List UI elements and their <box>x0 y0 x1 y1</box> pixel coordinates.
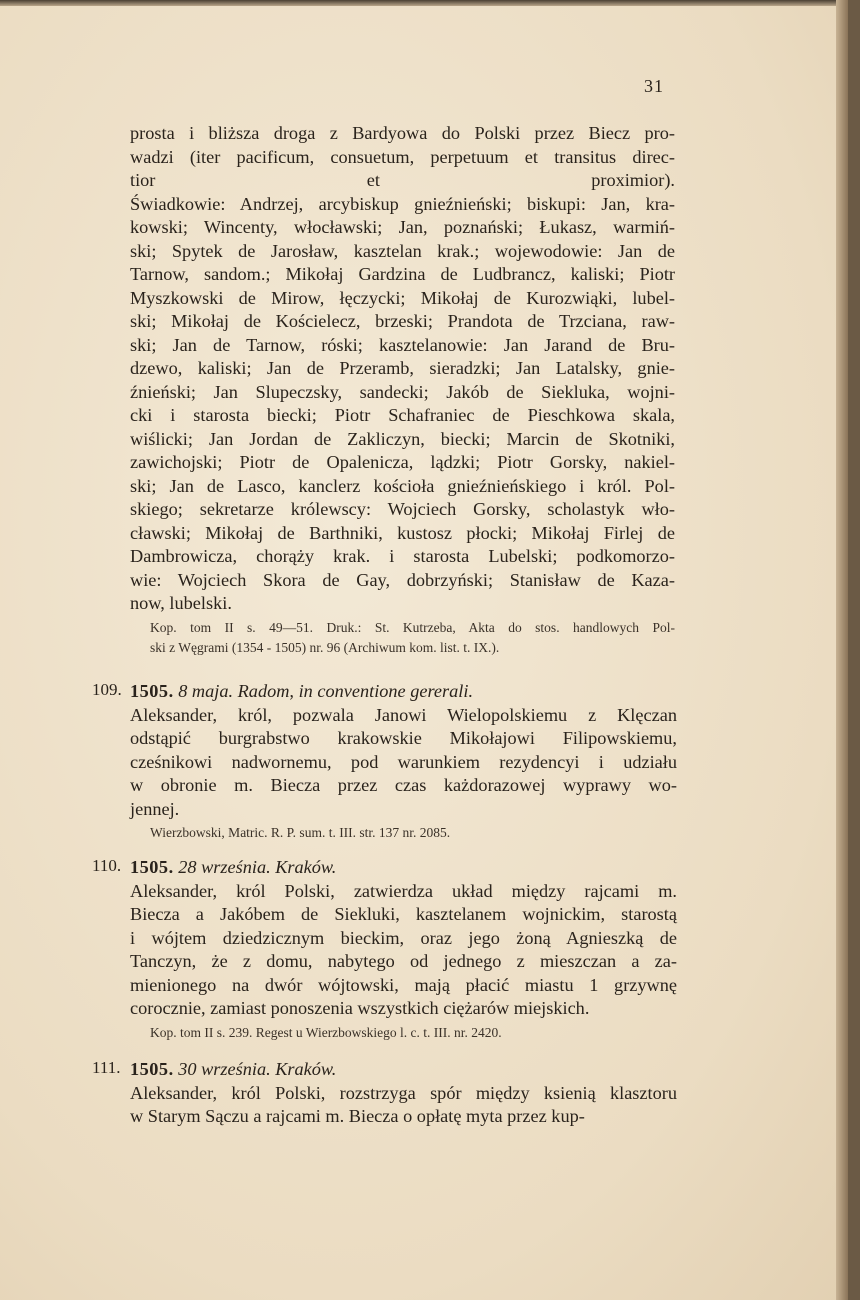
text-line: now, lubelski. <box>130 593 232 613</box>
text-line: jennej. <box>130 798 180 819</box>
text-line: tior et proximior). <box>130 170 675 190</box>
text-line: ski; Jan de Tarnow, róski; kasztelanowie: Jan Jarand de Bru- <box>130 334 675 355</box>
text-line: corocznie, zamiast ponoszenia wszystkich ciężarów miejskich. <box>130 998 590 1018</box>
entry-citation <box>150 1023 670 1043</box>
text-line: cześnikowi nadwornemu, pod warunkiem rezydencyi i udziału <box>130 751 677 772</box>
entry-number: 110. <box>92 856 122 875</box>
citation-line: Wierzbowski, Matric. R. P. sum. t. III. str. 137 nr. 2085. <box>150 825 451 840</box>
text-line: dzewo, kaliski; Jan de Przeramb, sieradzki; Jan Latalsky, gnie- <box>130 358 675 378</box>
text-line: Aleksander, król Polski, zatwierdza układ między rajcami m. <box>130 880 677 901</box>
entry-number: 109. <box>92 680 122 699</box>
entry-year: 1505. <box>130 681 174 701</box>
document-entry-110 <box>92 856 677 1043</box>
citation-line: Kop. tom II s. 239. Regest u Wierzbowskiego l. c. t. III. nr. 2420. <box>150 1024 502 1040</box>
entry-body <box>130 1082 677 1129</box>
text-line: Aleksander, król, pozwala Janowi Wielopolskiemu z Klęczan <box>130 704 677 725</box>
text-line: i wójtem dziedzicznym bieckim, oraz jego żoną Agnieszką de <box>130 927 677 948</box>
entry-number: 111. <box>92 1058 121 1077</box>
text-line: skiego; sekretarze królewscy: Wojciech Gorsky, scholastyk wło- <box>130 499 675 519</box>
entry-year: 1505. <box>130 1059 174 1079</box>
entry-body <box>130 880 677 1021</box>
text-line: wadzi (iter pacificum, consuetum, perpetuum et transitus direc- <box>130 146 675 167</box>
text-line: w obronie m. Biecza przez czas każdorazowej wyprawy wo- <box>130 775 677 795</box>
entry-year: 1505. <box>130 857 174 877</box>
document-entry-111 <box>92 1058 677 1131</box>
text-line: ski; Mikołaj de Kościelecz, brzeski; Prandota de Trzciana, raw- <box>130 311 675 331</box>
text-line: zawichojski; Piotr de Opalenicza, lądzki; Piotr Gorsky, nakiel- <box>130 452 675 472</box>
text-line: kowski; Wincenty, włocławski; Jan, poznański; Łukasz, warmiń- <box>130 217 675 237</box>
text-line: Biecza a Jakóbem de Siekluki, kasztelanem wojnickim, starostą <box>130 904 677 924</box>
citation-line: Kop. tom II s. 49—51. Druk.: St. Kutrzeba, Akta do stos. handlowych Pol- <box>150 619 675 635</box>
text-line: cławski; Mikołaj de Barthniki, kustosz płocki; Mikołaj Firlej de <box>130 522 675 543</box>
text-line: ski; Spytek de Jarosław, kasztelan krak.; wojewodowie: Jan de <box>130 240 675 261</box>
continuation-paragraph <box>130 122 675 616</box>
continuation-citation <box>150 618 675 658</box>
document-entry-109 <box>92 680 677 843</box>
text-line: w Starym Sączu a rajcami m. Biecza o opłatę myta przez kup- <box>130 1106 585 1126</box>
entry-body <box>130 704 677 822</box>
text-line: mienionego na dwór wójtowski, mają płacić miastu 1 grzywnę <box>130 974 677 995</box>
text-line: Tarnow, sandom.; Mikołaj Gardzina de Ludbrancz, kaliski; Piotr <box>130 264 675 284</box>
entry-heading <box>130 1058 677 1082</box>
entry-date: 28 września. Kraków. <box>178 857 337 877</box>
entry-date: 8 maja. Radom, in conventione gererali. <box>178 681 474 701</box>
entry-citation <box>150 823 670 843</box>
text-line: wie: Wojciech Skora de Gay, dobrzyński; Stanisław de Kaza- <box>130 569 675 590</box>
entry-heading <box>130 856 677 880</box>
page-top-edge <box>0 0 848 6</box>
text-line: prosta i bliższa droga z Bardyowa do Polski przez Biecz pro- <box>130 123 675 143</box>
text-line: Myszkowski de Mirow, łęczycki; Mikołaj de Kurozwiąki, lubel- <box>130 287 675 308</box>
text-line: wiślicki; Jan Jordan de Zakliczyn, biecki; Marcin de Skotniki, <box>130 428 675 449</box>
text-line: źnieński; Jan Slupeczsky, sandecki; Jakób de Siekluka, wojni- <box>130 381 675 402</box>
page-right-edge <box>836 0 848 1300</box>
citation-line: ski z Węgrami (1354 - 1505) nr. 96 (Archiwum kom. list. t. IX.). <box>150 639 500 655</box>
entry-heading <box>130 680 677 704</box>
text-line: Tanczyn, że z domu, nabytego od jednego z mieszczan a za- <box>130 951 677 971</box>
page-number: 31 <box>644 76 664 96</box>
text-line: cki i starosta biecki; Piotr Schafraniec de Pieschkowa skala, <box>130 405 675 425</box>
text-line: Dambrowicza, chorąży krak. i starosta Lubelski; podkomorzo- <box>130 546 675 566</box>
text-line: Aleksander, król Polski, rozstrzyga spór między ksienią klasztoru <box>130 1082 677 1103</box>
entry-date: 30 września. Kraków. <box>178 1059 337 1079</box>
continuation-text <box>130 122 675 658</box>
text-line: odstąpić burgrabstwo krakowskie Mikołajowi Filipowskiemu, <box>130 728 677 748</box>
text-line: Świadkowie: Andrzej, arcybiskup gnieźnieński; biskupi: Jan, kra- <box>130 193 675 214</box>
text-line: ski; Jan de Lasco, kanclerz kościoła gnieźnieńskiego i król. Pol- <box>130 475 675 496</box>
